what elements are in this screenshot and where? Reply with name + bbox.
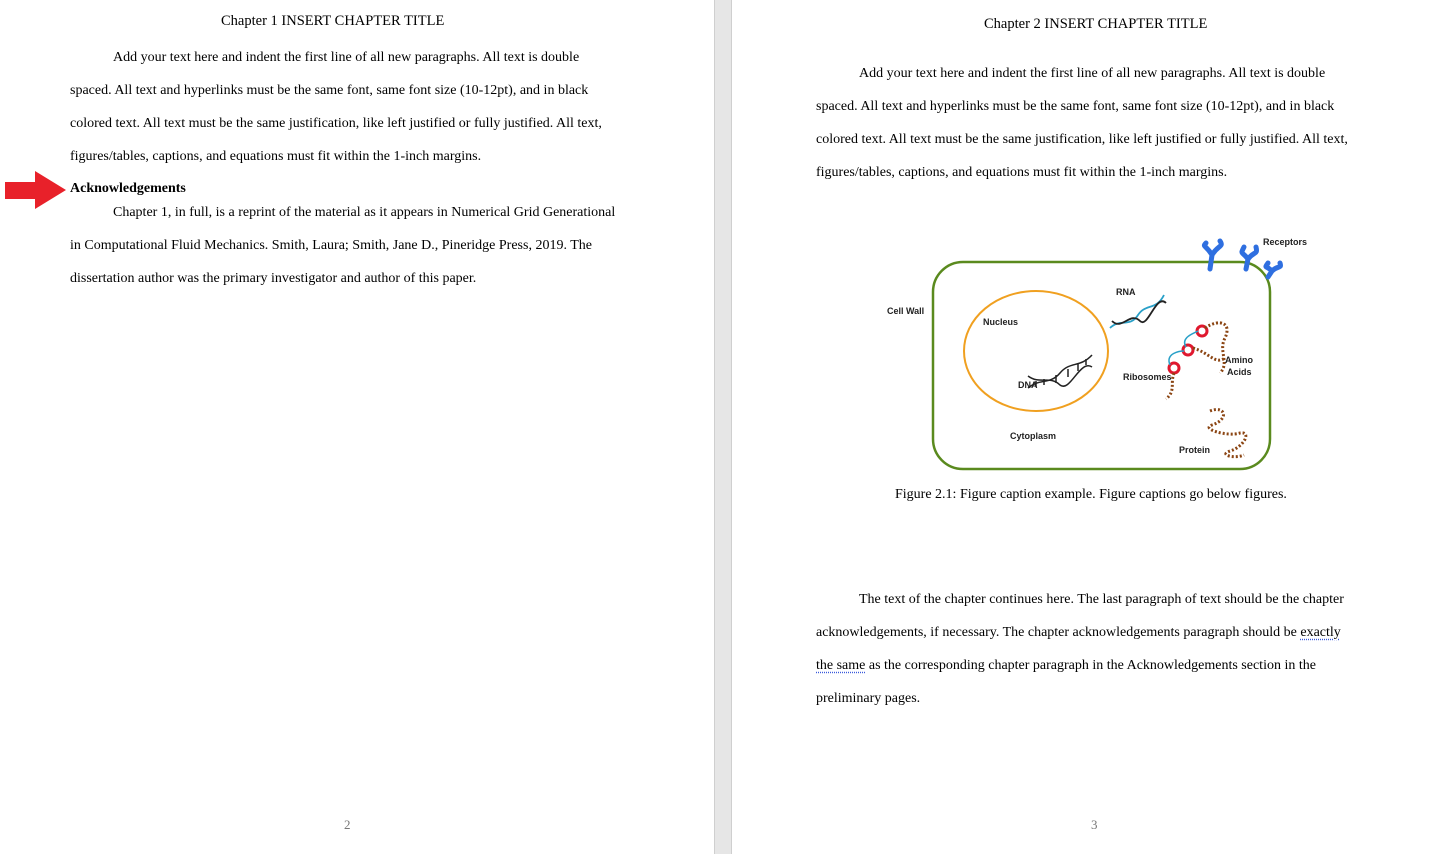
nucleus-shape [964, 291, 1108, 411]
dna-icon [1028, 355, 1092, 388]
paragraph-line[interactable]: Add your text here and indent the first line of all new paragraphs. All text is double [859, 66, 1326, 81]
paragraph-line[interactable]: figures/tables, captions, and equations must fit within the 1-inch margins. [70, 149, 482, 164]
grammar-flag-text[interactable]: exactly [1300, 625, 1341, 640]
ribosome-icon [1169, 326, 1207, 373]
dna-label: DNA [1018, 380, 1038, 390]
cell-diagram-figure[interactable] [880, 233, 1320, 478]
rna-icon [1110, 295, 1166, 328]
paragraph-line[interactable] [816, 625, 1341, 641]
cytoplasm-label: Cytoplasm [1010, 431, 1057, 441]
ack-paragraph-line[interactable]: dissertation author was the primary investigator and author of this paper. [70, 271, 477, 286]
paragraph-line[interactable]: spaced. All text and hyperlinks must be the same font, same font size (10-12pt), and in black [70, 83, 589, 98]
amino-label: Amino [1225, 355, 1253, 365]
paragraph-line[interactable]: colored text. All text must be the same justification, like left justified or fully justified. All text, [816, 132, 1348, 147]
ribosomes-label: Ribosomes [1123, 372, 1172, 382]
receptors-label: Receptors [1263, 237, 1308, 247]
protein-label: Protein [1179, 445, 1211, 455]
document-page-2 [0, 0, 714, 854]
grammar-flag-text[interactable]: the same [816, 658, 866, 673]
cell-wall-label: Cell Wall [887, 306, 925, 316]
nucleus-label: Nucleus [983, 317, 1019, 327]
paragraph-line[interactable] [816, 658, 1316, 674]
ack-paragraph-line[interactable]: in Computational Fluid Mechanics. Smith, Laura; Smith, Jane D., Pineridge Press, 2019. The [70, 238, 592, 253]
amino-acid-chain [1166, 323, 1246, 457]
paragraph-text: as the corresponding chapter paragraph in the Acknowledgements section in the [865, 658, 1316, 673]
paragraph-text: acknowledgements, if necessary. The chapter acknowledgements paragraph should be [816, 625, 1301, 640]
chapter-title[interactable]: Chapter 2 INSERT CHAPTER TITLE [984, 16, 1208, 32]
red-arrow-annotation [5, 171, 67, 211]
paragraph-line[interactable]: spaced. All text and hyperlinks must be the same font, same font size (10-12pt), and in black [816, 99, 1335, 114]
ack-paragraph-line[interactable]: Chapter 1, in full, is a reprint of the material as it appears in Numerical Grid Generational [113, 205, 616, 220]
paragraph-line[interactable]: colored text. All text must be the same justification, like left justified or fully justified. All text, [70, 116, 602, 131]
paragraph-line[interactable]: The text of the chapter continues here. The last paragraph of text should be the chapter [859, 592, 1344, 607]
page-gutter [714, 0, 732, 854]
paragraph-line[interactable]: figures/tables, captions, and equations must fit within the 1-inch margins. [816, 165, 1228, 180]
acknowledgements-heading[interactable]: Acknowledgements [70, 181, 186, 196]
acids-label: Acids [1227, 367, 1252, 377]
page-number: 2 [344, 817, 351, 832]
figure-caption[interactable]: Figure 2.1: Figure caption example. Figure captions go below figures. [895, 487, 1287, 502]
chapter-title[interactable]: Chapter 1 INSERT CHAPTER TITLE [221, 13, 445, 29]
rna-label: RNA [1116, 287, 1136, 297]
page-number: 3 [1091, 817, 1098, 832]
cell-wall-shape [933, 262, 1270, 469]
paragraph-line[interactable]: Add your text here and indent the first line of all new paragraphs. All text is double [113, 50, 580, 65]
paragraph-line[interactable]: preliminary pages. [816, 691, 921, 706]
